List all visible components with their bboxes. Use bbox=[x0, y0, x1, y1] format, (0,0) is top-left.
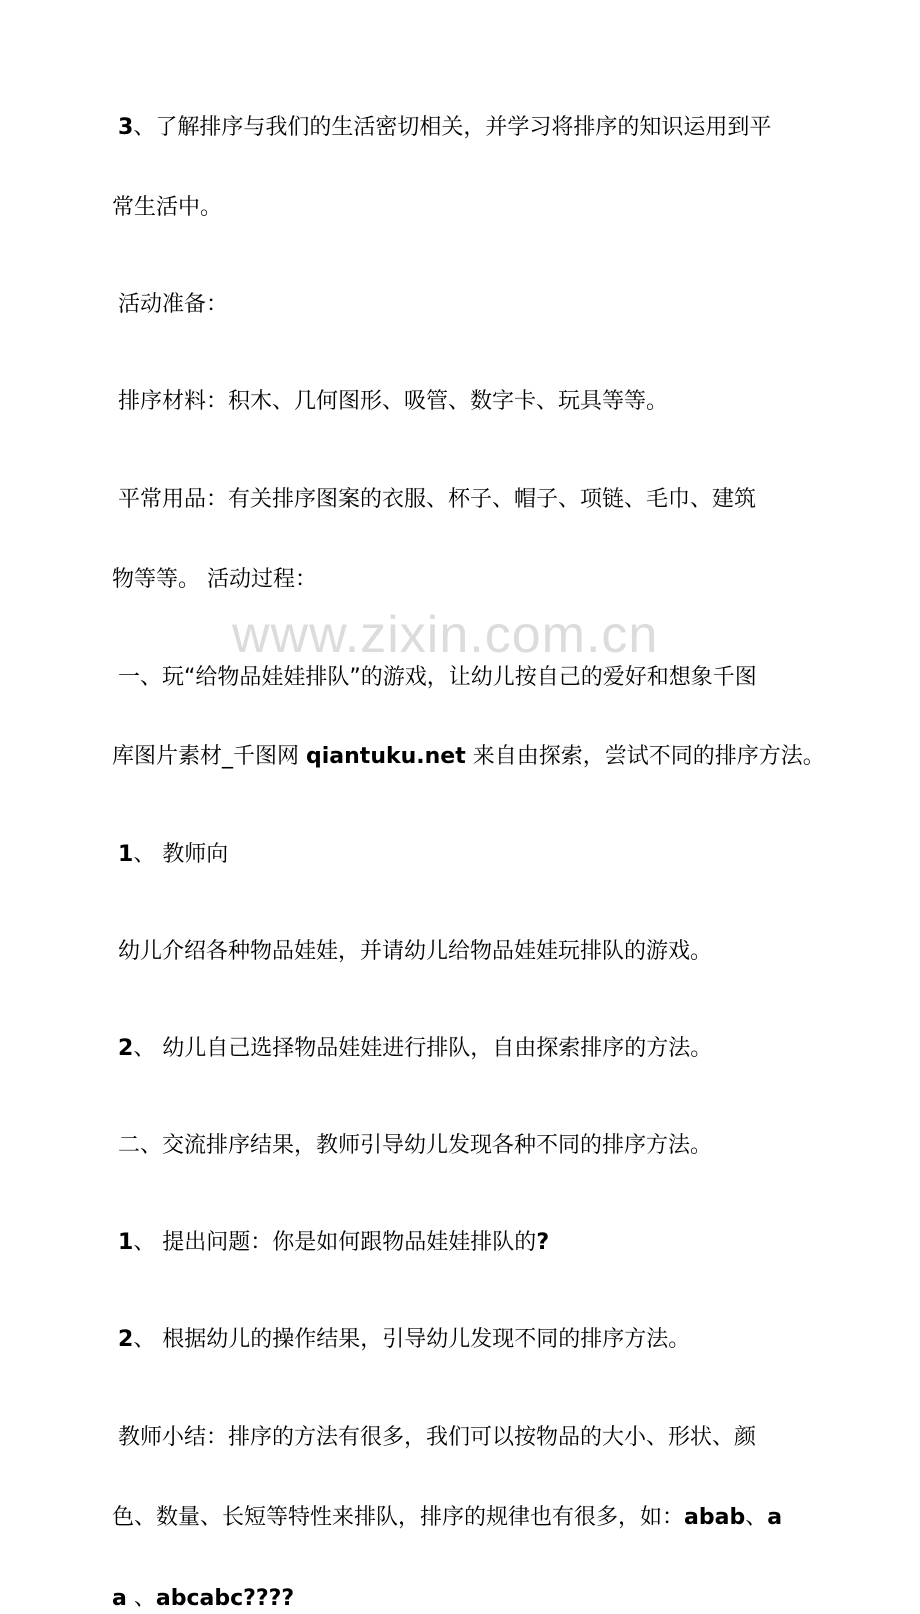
pattern-text: a bbox=[767, 1505, 783, 1530]
question-mark: ? bbox=[536, 1230, 550, 1255]
list-number: 3 bbox=[118, 115, 134, 140]
line-text: 物等等。 活动过程： bbox=[112, 567, 317, 592]
sub-item-guide bbox=[118, 1325, 920, 1355]
line-text: 、 bbox=[745, 1505, 768, 1530]
line-text: 、了解排序与我们的生活密切相关，并学习将排序的知识运用到平 bbox=[133, 115, 772, 140]
line-text: 幼儿介绍各种物品娃娃，并请幼儿给物品娃娃玩排队的游戏。 bbox=[118, 939, 713, 964]
line-text: 教师小结：排序的方法有很多，我们可以按物品的大小、形状、颜 bbox=[118, 1425, 757, 1450]
line-text: 活动准备： bbox=[118, 292, 229, 317]
line-text: 色、数量、长短等特性来排队，排序的规律也有很多，如： bbox=[112, 1505, 685, 1530]
line-text: 排序材料：积木、几何图形、吸管、数字卡、玩具等等。 bbox=[118, 389, 669, 414]
paragraph-step-2 bbox=[118, 1131, 920, 1161]
paragraph-daily-items bbox=[118, 485, 920, 515]
paragraph-materials bbox=[118, 387, 920, 417]
list-number: 2 bbox=[118, 1036, 134, 1061]
list-number: 1 bbox=[118, 842, 134, 867]
list-number: 1 bbox=[118, 1230, 134, 1255]
heading-preparation bbox=[118, 290, 920, 320]
paragraph-introduce bbox=[118, 937, 920, 967]
pattern-text: abcabc???? bbox=[155, 1586, 295, 1611]
line-text: 常生活中。 bbox=[112, 195, 223, 220]
line-text: 一、玩“给物品娃娃排队”的游戏，让幼儿按自己的爱好和想象千图 bbox=[118, 665, 757, 690]
paragraph-summary bbox=[118, 1423, 920, 1453]
sub-item-question bbox=[118, 1228, 920, 1258]
pattern-text: abab bbox=[684, 1505, 746, 1530]
line-text: 、 bbox=[126, 1586, 156, 1611]
line-text: 库图片素材_千图网 bbox=[112, 744, 306, 769]
line-text: 来自由探索，尝试不同的排序方法。 bbox=[465, 744, 825, 769]
link-text: qiantuku.net bbox=[306, 744, 466, 769]
paragraph-goal-3 bbox=[118, 113, 920, 143]
paragraph-summary-end bbox=[112, 1584, 920, 1614]
sub-item-1 bbox=[118, 840, 920, 870]
paragraph-summary-cont bbox=[112, 1503, 920, 1533]
line-text: 、 提出问题：你是如何跟物品娃娃排队的 bbox=[133, 1230, 537, 1255]
line-text: 二、交流排序结果，教师引导幼儿发现各种不同的排序方法。 bbox=[118, 1133, 713, 1158]
pattern-text: a bbox=[112, 1586, 127, 1611]
line-text: 、 教师向 bbox=[133, 842, 229, 867]
paragraph-step-1 bbox=[118, 663, 920, 693]
line-text: 、 幼儿自己选择物品娃娃进行排队，自由探索排序的方法。 bbox=[133, 1036, 713, 1061]
paragraph-step-1-cont bbox=[112, 742, 920, 772]
list-number: 2 bbox=[118, 1327, 134, 1352]
watermark: www.zixin.com.cn bbox=[232, 606, 659, 664]
paragraph-daily-items-cont bbox=[112, 565, 920, 595]
paragraph-goal-3-cont bbox=[112, 193, 920, 223]
line-text: 平常用品：有关排序图案的衣服、杯子、帽子、项链、毛巾、建筑 bbox=[118, 487, 757, 512]
sub-item-2 bbox=[118, 1034, 920, 1064]
line-text: 、 根据幼儿的操作结果，引导幼儿发现不同的排序方法。 bbox=[133, 1327, 691, 1352]
